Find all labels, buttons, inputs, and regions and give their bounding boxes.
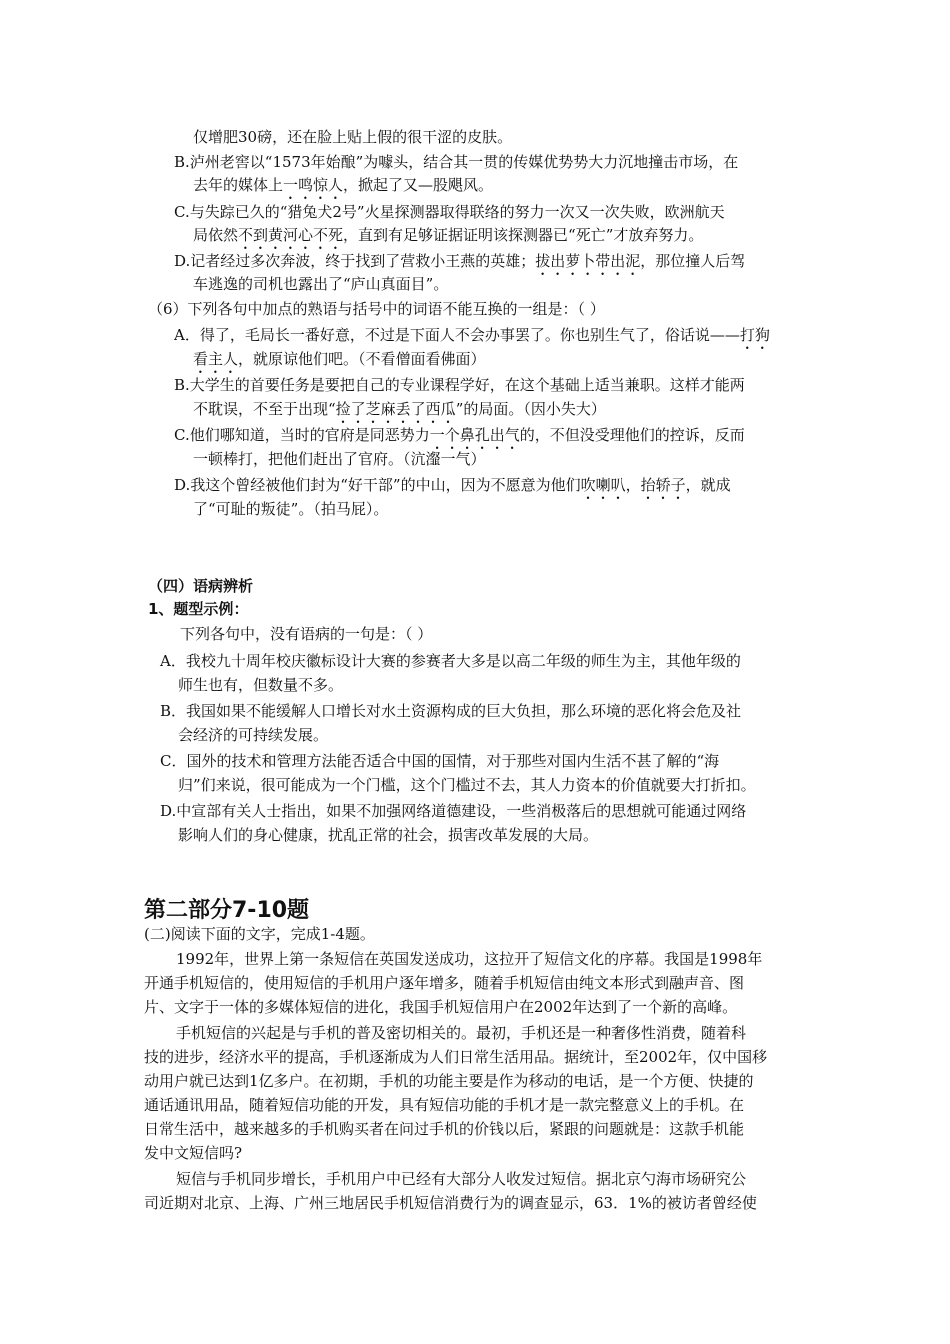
paragraph-line: 开通手机短信的，使用短信的手机用户逐年增多，随着手机短信由纯文本形式到融声音、图 xyxy=(144,974,745,992)
paragraph-line: 技的进步，经济水平的提高，手机逐渐成为人们日常生活用品。据统计，至2002年，仅中国移 xyxy=(144,1048,768,1066)
option-c-line1: C．国外的技术和管理方法能否适合中国的国情，对于那些对国内生活不甚了解的“海 xyxy=(160,752,720,770)
part-heading: 第二部分7-10题 xyxy=(144,898,310,923)
option-b-line1: B．我国如果不能缓解人口增长对水土资源构成的巨大负担，那么环境的恶化将会危及社 xyxy=(160,702,742,720)
q5-option-d-line2: 车逃逸的司机也露出了“庐山真面目”。 xyxy=(193,275,449,293)
paragraph-line: 1992年，世界上第一条短信在英国发送成功，这拉开了短信文化的序幕。我国是1998年 xyxy=(176,950,763,968)
option-b-line2: 会经济的可持续发展。 xyxy=(178,726,329,744)
paragraph-line: 动用户就已达到1亿多户。在初期，手机的功能主要是作为移动的电话，是一个方便、快捷的 xyxy=(144,1072,754,1090)
q6-option-c-line1: C.他们哪知道，当时的官府是同恶势力一个鼻孔出气的，不但没受理他们的控诉，反而 xyxy=(174,426,745,444)
question-stem: 下列各句中，没有语病的一句是：（ ） xyxy=(180,625,433,643)
option-d-line2: 影响人们的身心健康，扰乱正常的社会，损害改革发展的大局。 xyxy=(178,826,599,844)
q6-option-b-line1: B.大学生的首要任务是要把自己的专业课程学好，在这个基础上适当兼职。这样才能两 xyxy=(174,376,745,394)
q6-stem: （6）下列各句中加点的熟语与括号中的词语不能互换的一组是：（ ） xyxy=(148,300,605,318)
emphasized-idiom: 一鸣惊人 xyxy=(283,176,344,194)
paragraph-line: 片、文字于一体的多媒体短信的进化，我国手机短信用户在2002年达到了一个新的高峰。 xyxy=(144,998,738,1016)
section-subheading: 1、题型示例： xyxy=(148,600,249,618)
paragraph-line: 发中文短信吗? xyxy=(144,1144,243,1162)
emphasized-idiom: 不到黄河心不死 xyxy=(238,226,344,244)
paragraph-line: 手机短信的兴起是与手机的普及密切相关的。最初，手机还是一种奢侈性消费，随着科 xyxy=(176,1024,747,1042)
emphasized-idiom: 打狗 xyxy=(739,326,770,344)
q6-option-b-line2: 不耽误，不至于出现“捡了芝麻丢了西瓜”的局面。（因小失大） xyxy=(193,400,606,418)
q5-option-d-line1: D.记者经过多次奔波，终于找到了营救小王燕的英雄；拔出萝卜带出泥，那位撞人后驾 xyxy=(174,252,746,270)
emphasized-idiom: 吹喇叭，抬轿子 xyxy=(580,476,686,494)
q5-option-c-line1: C.与失踪已久的“猎兔犬2号”火星探测器取得联络的努力一次又一次失败，欧洲航天 xyxy=(174,203,725,221)
q5-option-b-line1: B.泸州老窖以“1573年始酿”为噱头，结合其一贯的传媒优势势大力沉地撞击市场，在 xyxy=(174,153,739,171)
emphasized-idiom: 捡了芝麻丢了西瓜 xyxy=(335,400,456,418)
q6-option-d-line1: D.我这个曾经被他们封为“好干部”的中山，因为不愿意为他们吹喇叭，抬轿子，就成 xyxy=(174,476,731,494)
paragraph-line: 通话通讯用品，随着短信功能的开发，具有短信功能的手机才是一款完整意义上的手机。在 xyxy=(144,1096,745,1114)
paragraph-line: 司近期对北京、上海、广州三地居民手机短信消费行为的调查显示，63．1%的被访者曾经使 xyxy=(144,1194,757,1212)
emphasized-idiom: 一个鼻孔出气 xyxy=(429,426,520,444)
option-d-line1: D.中宣部有关人士指出，如果不加强网络道德建设，一些消极落后的思想就可能通过网络 xyxy=(160,802,747,820)
reading-instruction: (二)阅读下面的文字，完成1-4题。 xyxy=(144,925,375,943)
q6-option-c-line2: 一顿棒打，把他们赶出了官府。（沆瀣一气） xyxy=(193,450,486,468)
emphasized-idiom: 拔出萝卜带出泥 xyxy=(535,252,641,270)
option-a-line1: A．我校九十周年校庆徽标设计大赛的参赛者大多是以高二年级的师生为主，其他年级的 xyxy=(160,652,741,670)
q6-option-d-line2: 了“可耻的叛徒”。（拍马屁）。 xyxy=(193,500,389,518)
paragraph-line: 日常生活中，越来越多的手机购买者在问过手机的价钱以后，紧跟的问题就是：这款手机能 xyxy=(144,1120,745,1138)
q5-option-c-line2: 局依然不到黄河心不死，直到有足够证据证明该探测器已“死亡”才放弃努力。 xyxy=(193,226,704,244)
q5-option-a-continuation: 仅增肥30磅，还在脸上贴上假的很干涩的皮肤。 xyxy=(193,128,513,146)
option-a-line2: 师生也有，但数量不多。 xyxy=(178,676,344,694)
emphasized-idiom: 看主人 xyxy=(193,350,239,368)
paragraph-line: 短信与手机同步增长，手机用户中已经有大部分人收发过短信。据北京勺海市场研究公 xyxy=(176,1170,747,1188)
option-c-line2: 归”们来说，很可能成为一个门槛，这个门槛过不去，其人力资本的价值就要大打折扣。 xyxy=(178,776,756,794)
q5-option-b-line2: 去年的媒体上一鸣惊人，掀起了又—股飓风。 xyxy=(193,176,494,194)
section-heading: （四）语病辨析 xyxy=(148,577,254,595)
q6-option-a-line1: A．得了，毛局长一番好意，不过是下面人不会办事罢了。你也别生气了，俗话说——打狗 xyxy=(174,326,770,344)
q6-option-a-line2: 看主人，就原谅他们吧。（不看僧面看佛面） xyxy=(193,350,486,368)
